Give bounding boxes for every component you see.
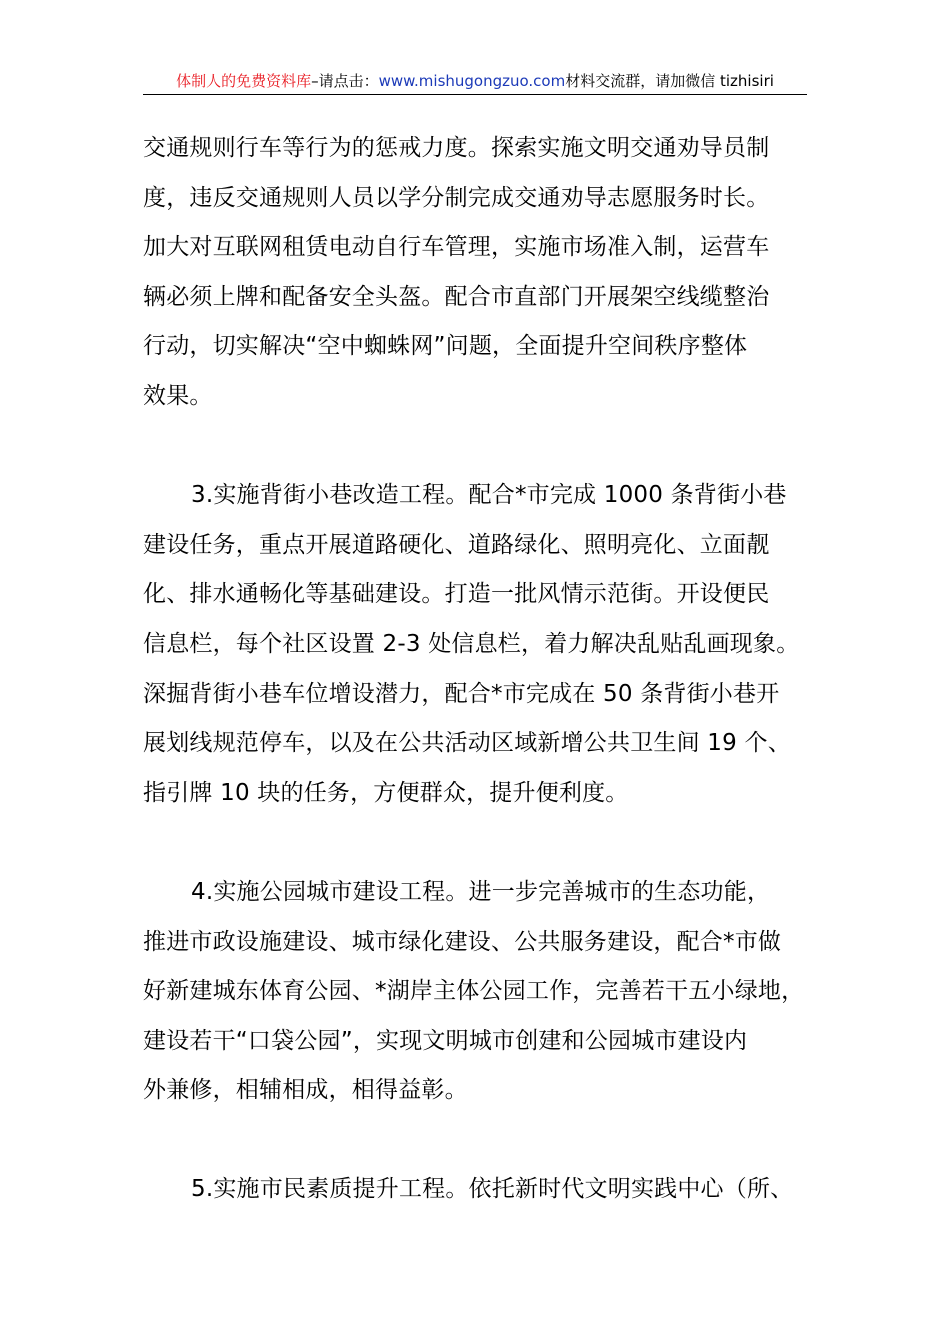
header-url-link[interactable]: www.mishugongzuo.com [378,72,566,90]
paragraph-traffic [143,124,815,422]
text-line: 深掘背街小巷车位增设潜力，配合*市完成在 50 条背街小巷开 [143,680,780,707]
text-line: 加大对互联网租赁电动自行车管理，实施市场准入制，运营车 [143,234,770,261]
text-line: 建设任务，重点开展道路硬化、道路绿化、照明亮化、立面靓 [143,531,770,558]
text-line: 行动，切实解决“空中蜘蛛网”问题，全面提升空间秩序整体 [143,333,748,360]
text-line: 4.实施公园城市建设工程。进一步完善城市的生态功能， [191,878,771,905]
text-line: 建设若干“口袋公园”，实现文明城市创建和公园城市建设内 [143,1027,748,1054]
text-line: 化、排水通畅化等基础建设。打造一批风情示范街。开设便民 [143,581,770,608]
paragraph-citizen-quality [143,1165,815,1215]
paragraph-gap [143,818,815,868]
text-line: 信息栏，每个社区设置 2-3 处信息栏，着力解决乱贴乱画现象。 [143,630,800,657]
header-suffix: 材料交流群，请加微信 tizhisiri [565,72,774,90]
paragraph-alley-renovation [143,471,815,818]
header-brand: 体制人的免费资料库 [176,72,312,90]
text-line: 好新建城东体育公园、*湖岸主体公园工作，完善若干五小绿地， [143,978,805,1005]
paragraph-park-city [143,868,815,1116]
text-line: 3.实施背街小巷改造工程。配合*市完成 1000 条背街小巷 [191,482,787,509]
text-line: 辆必须上牌和配备安全头盔。配合市直部门开展架空线缆整治 [143,283,770,310]
text-line: 效果。 [143,382,213,409]
text-line: 外兼修，相辅相成，相得益彰。 [143,1077,468,1104]
text-line: 指引牌 10 块的任务，方便群众，提升便利度。 [143,779,629,806]
text-line: 度，违反交通规则人员以学分制完成交通劝导志愿服务时长。 [143,184,770,211]
text-line: 推进市政设施建设、城市绿化建设、公共服务建设，配合*市做 [143,928,782,955]
paragraph-gap [143,422,815,472]
header-prompt: –请点击： [311,72,379,90]
paragraph-gap [143,1116,815,1166]
text-line: 5.实施市民素质提升工程。依托新时代文明实践中心（所、 [191,1176,794,1203]
text-line: 展划线规范停车，以及在公共活动区域新增公共卫生间 19 个、 [143,730,791,757]
text-line: 交通规则行车等行为的惩戒力度。探索实施文明交通劝导员制 [143,135,770,161]
document-body [143,124,815,1215]
page-header [143,70,807,95]
